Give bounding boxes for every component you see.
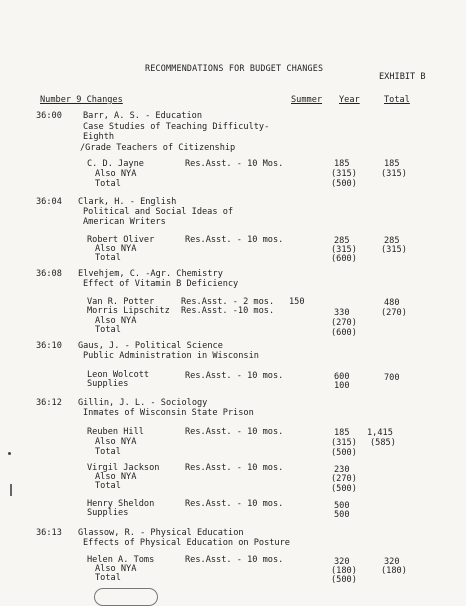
row-name: Also NYA [95, 437, 137, 447]
margin-mark [10, 484, 12, 496]
row-year: (315) [331, 245, 357, 255]
row-name: Henry Sheldon [87, 499, 155, 509]
row-name: Also NYA [95, 244, 137, 254]
row-total: 185 [384, 159, 400, 169]
row-total: 320 [384, 557, 400, 567]
entry-description: Inmates of Wisconsin State Prison [83, 408, 254, 418]
row-name: Total [95, 253, 121, 263]
row-name: Supplies [87, 379, 129, 389]
entry-heading: Elvehjem, C. -Agr. Chemistry [78, 269, 223, 279]
row-total: (585) [370, 438, 396, 448]
row-name: Virgil Jackson [87, 463, 160, 473]
row-position: Res.Asst. - 10 mos. [185, 499, 284, 509]
row-year: (500) [331, 448, 357, 458]
column-header-summer: Summer [291, 95, 323, 105]
row-position: Res.Asst. - 10 mos. [185, 463, 284, 473]
row-position: Res.Asst. - 10 mos. [185, 371, 284, 381]
row-name: Also NYA [95, 472, 137, 482]
entry-description: Public Administration in Wisconsin [83, 351, 259, 361]
row-year: (500) [331, 575, 357, 585]
row-year: (270) [331, 318, 357, 328]
row-year: 500 [334, 501, 350, 511]
row-name: Leon Wolcott [87, 370, 150, 380]
entry-heading: Glassow, R. - Physical Education [78, 528, 244, 538]
exhibit-label: EXHIBIT B [379, 72, 426, 82]
entry-description: American Writers [83, 217, 166, 227]
row-position: Res.Asst. - 10 mos. [185, 235, 284, 245]
row-total: 285 [384, 236, 400, 246]
entry-description: /Grade Teachers of Citizenship [80, 143, 236, 153]
row-year: 600 [334, 372, 350, 382]
row-position: Res.Asst. - 2 mos. [181, 297, 275, 307]
row-position: Res.Asst. - 10 mos. [185, 555, 284, 565]
entry-description: Effects of Physical Education on Posture [83, 538, 290, 548]
row-year: (315) [331, 169, 357, 179]
row-year: 100 [334, 381, 350, 391]
document-title: RECOMMENDATIONS FOR BUDGET CHANGES [145, 63, 324, 73]
page-stamp [94, 588, 158, 606]
row-total: 480 [384, 298, 400, 308]
row-year: (600) [331, 254, 357, 264]
entry-heading: Gaus, J. - Political Science [78, 341, 223, 351]
row-name: Total [95, 481, 121, 491]
row-year: 320 [334, 557, 350, 567]
row-total: (270) [381, 308, 407, 318]
row-position: Res.Asst. - 10 mos. [185, 427, 284, 437]
entry-code: 36:04 [36, 197, 62, 207]
row-name: Also NYA [95, 316, 137, 326]
row-year: (500) [331, 484, 357, 494]
row-year: 185 [334, 159, 350, 169]
row-name: Total [95, 179, 121, 189]
row-position: Res.Asst. - 10 Mos. [185, 159, 284, 169]
row-year: 330 [334, 308, 350, 318]
entry-code: 36:08 [36, 269, 62, 279]
entry-code: 36:00 [36, 111, 62, 121]
row-name: Morris Lipschitz [87, 306, 170, 316]
row-total: 1,415 [367, 428, 393, 438]
row-name: Total [95, 447, 121, 457]
entry-description: Eighth [83, 132, 115, 142]
entry-description: Effect of Vitamin B Deficiency [83, 279, 239, 289]
row-year: (500) [331, 179, 357, 189]
row-name: Reuben Hill [87, 427, 144, 437]
row-total: (315) [381, 245, 407, 255]
row-year: 185 [334, 428, 350, 438]
row-year: (315) [331, 438, 357, 448]
row-total: (180) [381, 566, 407, 576]
row-year: (270) [331, 474, 357, 484]
row-name: Robert Oliver [87, 235, 155, 245]
row-total: 700 [384, 373, 400, 383]
row-total: (315) [381, 169, 407, 179]
section-heading: Number 9 Changes [40, 95, 123, 105]
row-year: (180) [331, 566, 357, 576]
entry-code: 36:10 [36, 341, 62, 351]
column-header-total: Total [384, 95, 410, 105]
entry-heading: Clark, H. - English [78, 197, 177, 207]
entry-description: Case Studies of Teaching Difficulty- [83, 122, 270, 132]
row-name: Helen A. Toms [87, 555, 155, 565]
column-header-year: Year [339, 95, 360, 105]
row-name: Total [95, 325, 121, 335]
entry-heading: Barr, A. S. - Education [83, 111, 202, 121]
row-name: Van R. Potter [87, 297, 155, 307]
row-position: Res.Asst. -10 mos. [181, 306, 275, 316]
row-name: Total [95, 573, 121, 583]
row-year: 230 [334, 465, 350, 475]
row-summer: 150 [289, 297, 305, 307]
entry-code: 36:13 [36, 528, 62, 538]
entry-description: Political and Social Ideas of [83, 207, 234, 217]
margin-dot [8, 452, 11, 455]
row-name: Also NYA [95, 169, 137, 179]
row-year: (600) [331, 328, 357, 338]
row-name: Supplies [87, 508, 129, 518]
row-year: 285 [334, 236, 350, 246]
row-year: 500 [334, 510, 350, 520]
row-name: C. D. Jayne [87, 159, 144, 169]
entry-heading: Gillin, J. L. - Sociology [78, 398, 208, 408]
entry-code: 36:12 [36, 398, 62, 408]
row-name: Also NYA [95, 564, 137, 574]
